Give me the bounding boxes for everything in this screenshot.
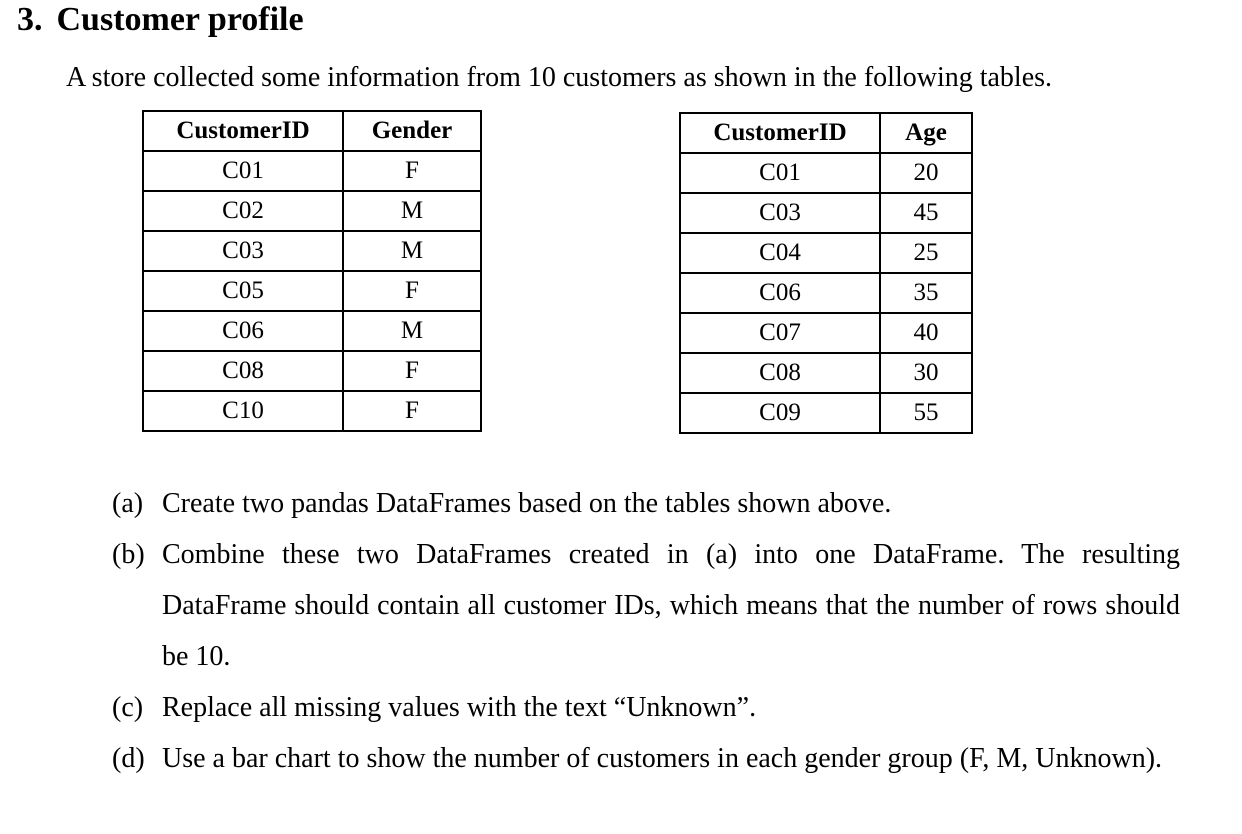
age-cell: 45 xyxy=(880,193,972,233)
customer-id-cell: C01 xyxy=(680,153,880,193)
table-row xyxy=(680,273,972,313)
age-cell: 40 xyxy=(880,313,972,353)
table-header-row xyxy=(143,111,481,151)
customer-id-cell: C03 xyxy=(680,193,880,233)
age-cell: 20 xyxy=(880,153,972,193)
header-gender: Gender xyxy=(343,111,481,151)
table-row xyxy=(143,271,481,311)
section-title: Customer profile xyxy=(56,1,304,38)
customer-id-cell: C02 xyxy=(143,191,343,231)
question-d xyxy=(112,733,1180,784)
question-text: Combine these two DataFrames created in (a) into one DataFrame. The resulting DataFrame should contain all customer IDs, which means that the number of rows should be 10. xyxy=(162,539,1180,672)
age-cell: 30 xyxy=(880,353,972,393)
question-label: (d) xyxy=(112,743,145,774)
customer-id-cell: C06 xyxy=(680,273,880,313)
customer-id-cell: C09 xyxy=(680,393,880,433)
table-row xyxy=(143,311,481,351)
question-c xyxy=(112,682,1180,733)
table-row xyxy=(680,233,972,273)
table-row xyxy=(680,193,972,233)
customer-id-cell: C01 xyxy=(143,151,343,191)
age-cell: 55 xyxy=(880,393,972,433)
gender-cell: F xyxy=(343,351,481,391)
question-label: (a) xyxy=(112,488,144,519)
question-label: (c) xyxy=(112,692,144,723)
gender-cell: F xyxy=(343,391,481,431)
customer-id-cell: C05 xyxy=(143,271,343,311)
header-customer-id: CustomerID xyxy=(680,113,880,153)
customer-id-cell: C10 xyxy=(143,391,343,431)
customer-id-cell: C06 xyxy=(143,311,343,351)
age-cell: 25 xyxy=(880,233,972,273)
table-row xyxy=(143,391,481,431)
customer-id-cell: C07 xyxy=(680,313,880,353)
header-customer-id: CustomerID xyxy=(143,111,343,151)
table-row xyxy=(143,151,481,191)
gender-table xyxy=(142,110,482,432)
table-header-row xyxy=(680,113,972,153)
customer-id-cell: C08 xyxy=(143,351,343,391)
table-row xyxy=(680,393,972,433)
question-text: Use a bar chart to show the number of customers in each gender group (F, M, Unknown). xyxy=(162,743,1163,774)
gender-cell: M xyxy=(343,311,481,351)
table-row xyxy=(143,351,481,391)
question-label: (b) xyxy=(112,539,145,570)
question-text: Create two pandas DataFrames based on the tables shown above. xyxy=(162,488,892,519)
question-text: Replace all missing values with the text “Unknown”. xyxy=(162,692,757,723)
table-row xyxy=(143,231,481,271)
table-row xyxy=(680,353,972,393)
question-b xyxy=(112,529,1180,682)
question-list xyxy=(112,478,1180,784)
age-table xyxy=(679,112,973,434)
gender-cell: M xyxy=(343,231,481,271)
gender-cell: M xyxy=(343,191,481,231)
customer-id-cell: C08 xyxy=(680,353,880,393)
table-row xyxy=(143,191,481,231)
header-age: Age xyxy=(880,113,972,153)
section-number: 3. xyxy=(17,1,43,38)
table-row xyxy=(680,313,972,353)
age-cell: 35 xyxy=(880,273,972,313)
customer-id-cell: C03 xyxy=(143,231,343,271)
intro-paragraph: A store collected some information from 10 customers as shown in the following tables. xyxy=(66,62,1053,93)
question-a xyxy=(112,478,1180,529)
customer-id-cell: C04 xyxy=(680,233,880,273)
table-row xyxy=(680,153,972,193)
gender-cell: F xyxy=(343,151,481,191)
gender-cell: F xyxy=(343,271,481,311)
section-heading xyxy=(17,0,304,40)
